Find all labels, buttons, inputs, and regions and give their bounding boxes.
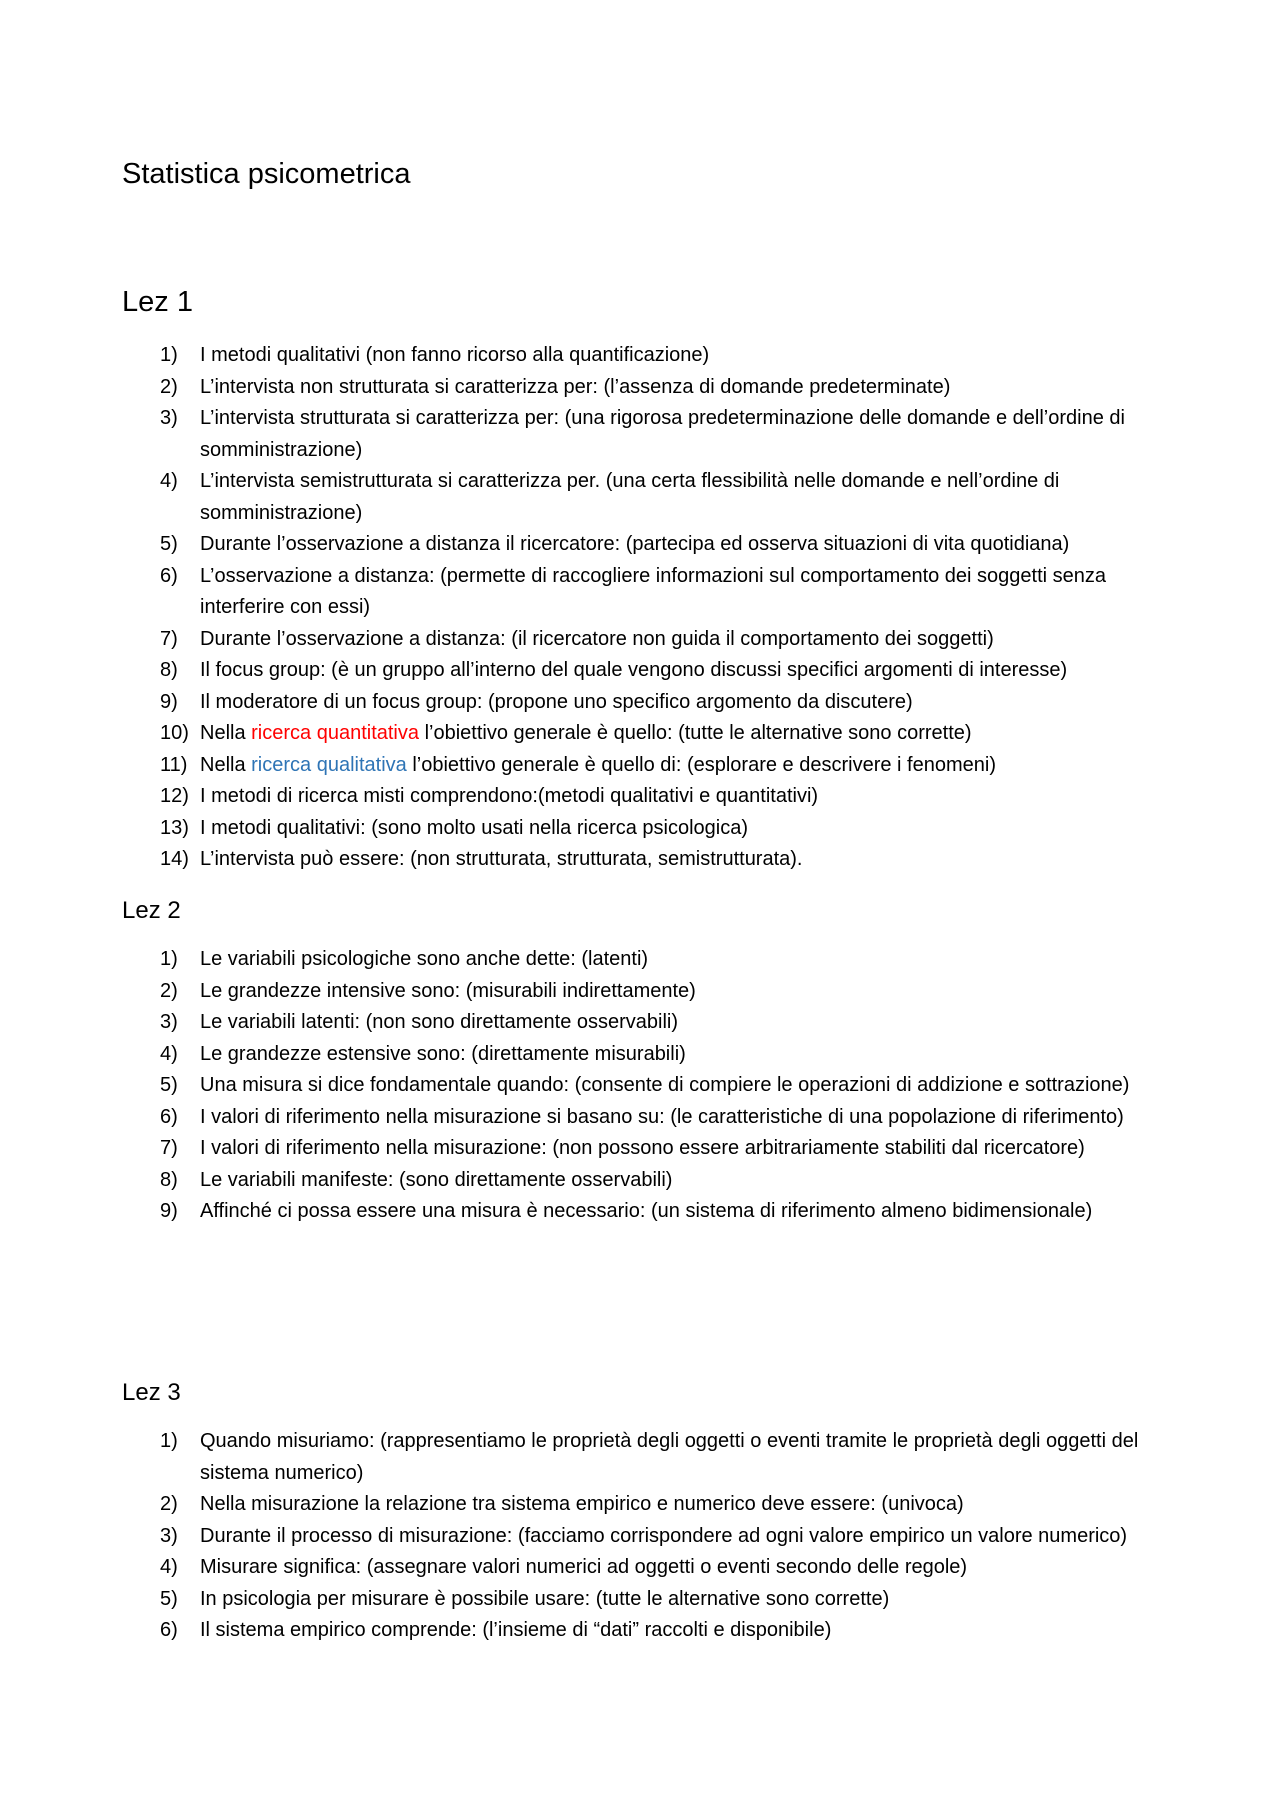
item-text: Affinché ci possa essere una misura è necessario: (un sistema di riferimento almeno bidimensionale) — [200, 1200, 1093, 1222]
list-item — [0, 976, 1170, 1008]
item-number: 1) — [160, 344, 178, 366]
list-item — [0, 1133, 1170, 1165]
item-text: Nella misurazione la relazione tra sistema empirico e numerico deve essere: (univoca) — [200, 1493, 964, 1515]
item-text: Il sistema empirico comprende: (l’insieme di “dati” raccolti e disponibile) — [200, 1619, 832, 1641]
item-text: L’osservazione a distanza: (permette di raccogliere informazioni sul comportamento dei soggetti senza interferire con essi) — [200, 564, 1107, 618]
list-item — [0, 529, 1170, 561]
item-number: 4) — [160, 1042, 178, 1065]
section-heading: Lez 3 — [122, 1379, 181, 1406]
item-text: Le grandezze intensive sono: (misurabili indirettamente) — [200, 979, 696, 1002]
list-item — [0, 1584, 1170, 1616]
list-item — [0, 844, 1170, 876]
item-text: I metodi di ricerca misti comprendono:(metodi qualitativi e quantitativi) — [200, 785, 819, 807]
item-number: 10) — [160, 722, 189, 744]
item-text: Il focus group: (è un gruppo all’interno del quale vengono discussi specifici argomenti di interesse) — [200, 659, 1068, 681]
item-text-post: l’obiettivo generale è quello di: (esplorare e descrivere i fenomeni) — [406, 753, 996, 776]
list-item — [0, 1070, 1170, 1102]
item-text: Le variabili psicologiche sono anche dette: (latenti) — [200, 948, 649, 970]
list-item — [0, 1196, 1170, 1228]
list-item — [0, 1102, 1170, 1134]
item-text: Il moderatore di un focus group: (propone uno specifico argomento da discutere) — [200, 690, 913, 713]
item-number: 9) — [160, 1200, 178, 1222]
item-text-pre: Nella — [200, 753, 252, 776]
document-title: Statistica psicometrica — [122, 158, 411, 190]
item-text: I valori di riferimento nella misurazione si basano su: (le caratteristiche di una popolazione di riferimento) — [200, 1105, 1124, 1128]
item-number: 7) — [160, 1137, 178, 1159]
section-heading: Lez 2 — [122, 897, 181, 924]
list-item — [0, 655, 1170, 687]
section-heading: Lez 1 — [122, 286, 193, 318]
item-text: L’intervista semistrutturata si caratterizza per. (una certa flessibilità nelle domande e nell’ordine di somministrazione) — [200, 470, 1060, 524]
item-number: 13) — [160, 816, 189, 839]
item-text: L’intervista strutturata si caratterizza per: (una rigorosa predeterminazione delle domande e dell’ordine di somministrazione) — [200, 407, 1125, 461]
item-number: 9) — [160, 690, 178, 713]
item-text: Quando misuriamo: (rappresentiamo le proprietà degli oggetti o eventi tramite le proprietà degli oggetti del sistema numerico) — [200, 1430, 1139, 1484]
item-number: 7) — [160, 627, 178, 650]
item-text: Le variabili latenti: (non sono direttamente osservabili) — [200, 1011, 679, 1033]
item-text: Durante l’osservazione a distanza il ricercatore: (partecipa ed osserva situazioni di vita quotidiana) — [200, 533, 1070, 555]
item-number: 1) — [160, 1430, 178, 1452]
list-item — [0, 813, 1170, 845]
list-item — [0, 1552, 1170, 1584]
item-number: 4) — [160, 470, 178, 492]
item-number: 6) — [160, 1619, 178, 1641]
item-number: 5) — [160, 1587, 178, 1610]
question-list — [0, 944, 1280, 1228]
list-item — [0, 1615, 1170, 1647]
list-item — [0, 624, 1170, 656]
item-number: 2) — [160, 979, 178, 1002]
item-text: In psicologia per misurare è possibile usare: (tutte le alternative sono corrette) — [200, 1587, 890, 1610]
item-text: Durante l’osservazione a distanza: (il ricercatore non guida il comportamento dei soggetti) — [200, 627, 994, 650]
list-item — [0, 1521, 1170, 1553]
item-text-post: l’obiettivo generale è quello: (tutte le alternative sono corrette) — [419, 722, 972, 744]
list-item — [0, 1489, 1170, 1521]
highlight-qualitative: ricerca qualitativa — [251, 753, 407, 776]
list-item — [0, 561, 1170, 624]
list-item — [0, 1007, 1170, 1039]
question-list — [0, 1426, 1280, 1647]
item-number: 12) — [160, 785, 189, 807]
item-number: 14) — [160, 848, 189, 870]
item-number: 2) — [160, 1493, 178, 1515]
item-number: 3) — [160, 1524, 178, 1547]
item-number: 6) — [160, 1105, 178, 1128]
item-number: 3) — [160, 1011, 178, 1033]
item-text: Le grandezze estensive sono: (direttamente misurabili) — [200, 1042, 686, 1065]
list-item — [0, 1039, 1170, 1071]
item-text: L’intervista può essere: (non strutturata, strutturata, semistrutturata). — [200, 848, 803, 870]
item-number: 5) — [160, 1074, 178, 1096]
item-text: Una misura si dice fondamentale quando: (consente di compiere le operazioni di addizione e sottrazione) — [200, 1074, 1130, 1096]
question-list — [0, 340, 1280, 876]
item-number: 4) — [160, 1556, 178, 1578]
list-item — [0, 372, 1170, 404]
list-item — [0, 781, 1170, 813]
item-number: 8) — [160, 659, 178, 681]
highlight-quantitative: ricerca quantitativa — [251, 722, 420, 744]
item-text: I metodi qualitativi: (sono molto usati nella ricerca psicologica) — [200, 816, 749, 839]
item-text: Durante il processo di misurazione: (facciamo corrispondere ad ogni valore empirico un valore numerico) — [200, 1524, 1128, 1547]
item-text: Le variabili manifeste: (sono direttamente osservabili) — [200, 1168, 673, 1191]
item-text: I metodi qualitativi (non fanno ricorso alla quantificazione) — [200, 344, 710, 366]
item-number: 1) — [160, 948, 178, 970]
list-item — [0, 944, 1170, 976]
item-number: 2) — [160, 375, 178, 398]
list-item — [0, 466, 1170, 529]
item-number: 3) — [160, 407, 178, 429]
item-number: 8) — [160, 1168, 178, 1191]
item-text: I valori di riferimento nella misurazione: (non possono essere arbitrariamente stabiliti dal ricercatore) — [200, 1137, 1085, 1159]
list-item — [0, 403, 1170, 466]
item-text: Misurare significa: (assegnare valori numerici ad oggetti o eventi secondo delle regole) — [200, 1556, 968, 1578]
list-item — [0, 687, 1170, 719]
item-text-pre: Nella — [200, 722, 252, 744]
item-text: L’intervista non strutturata si caratterizza per: (l’assenza di domande predeterminate) — [200, 375, 951, 398]
list-item — [0, 1426, 1170, 1489]
item-number: 11) — [160, 753, 188, 776]
item-number: 5) — [160, 533, 178, 555]
item-number: 6) — [160, 564, 178, 587]
list-item — [0, 718, 1170, 750]
list-item — [0, 1165, 1170, 1197]
list-item — [0, 340, 1170, 372]
list-item — [0, 750, 1170, 782]
